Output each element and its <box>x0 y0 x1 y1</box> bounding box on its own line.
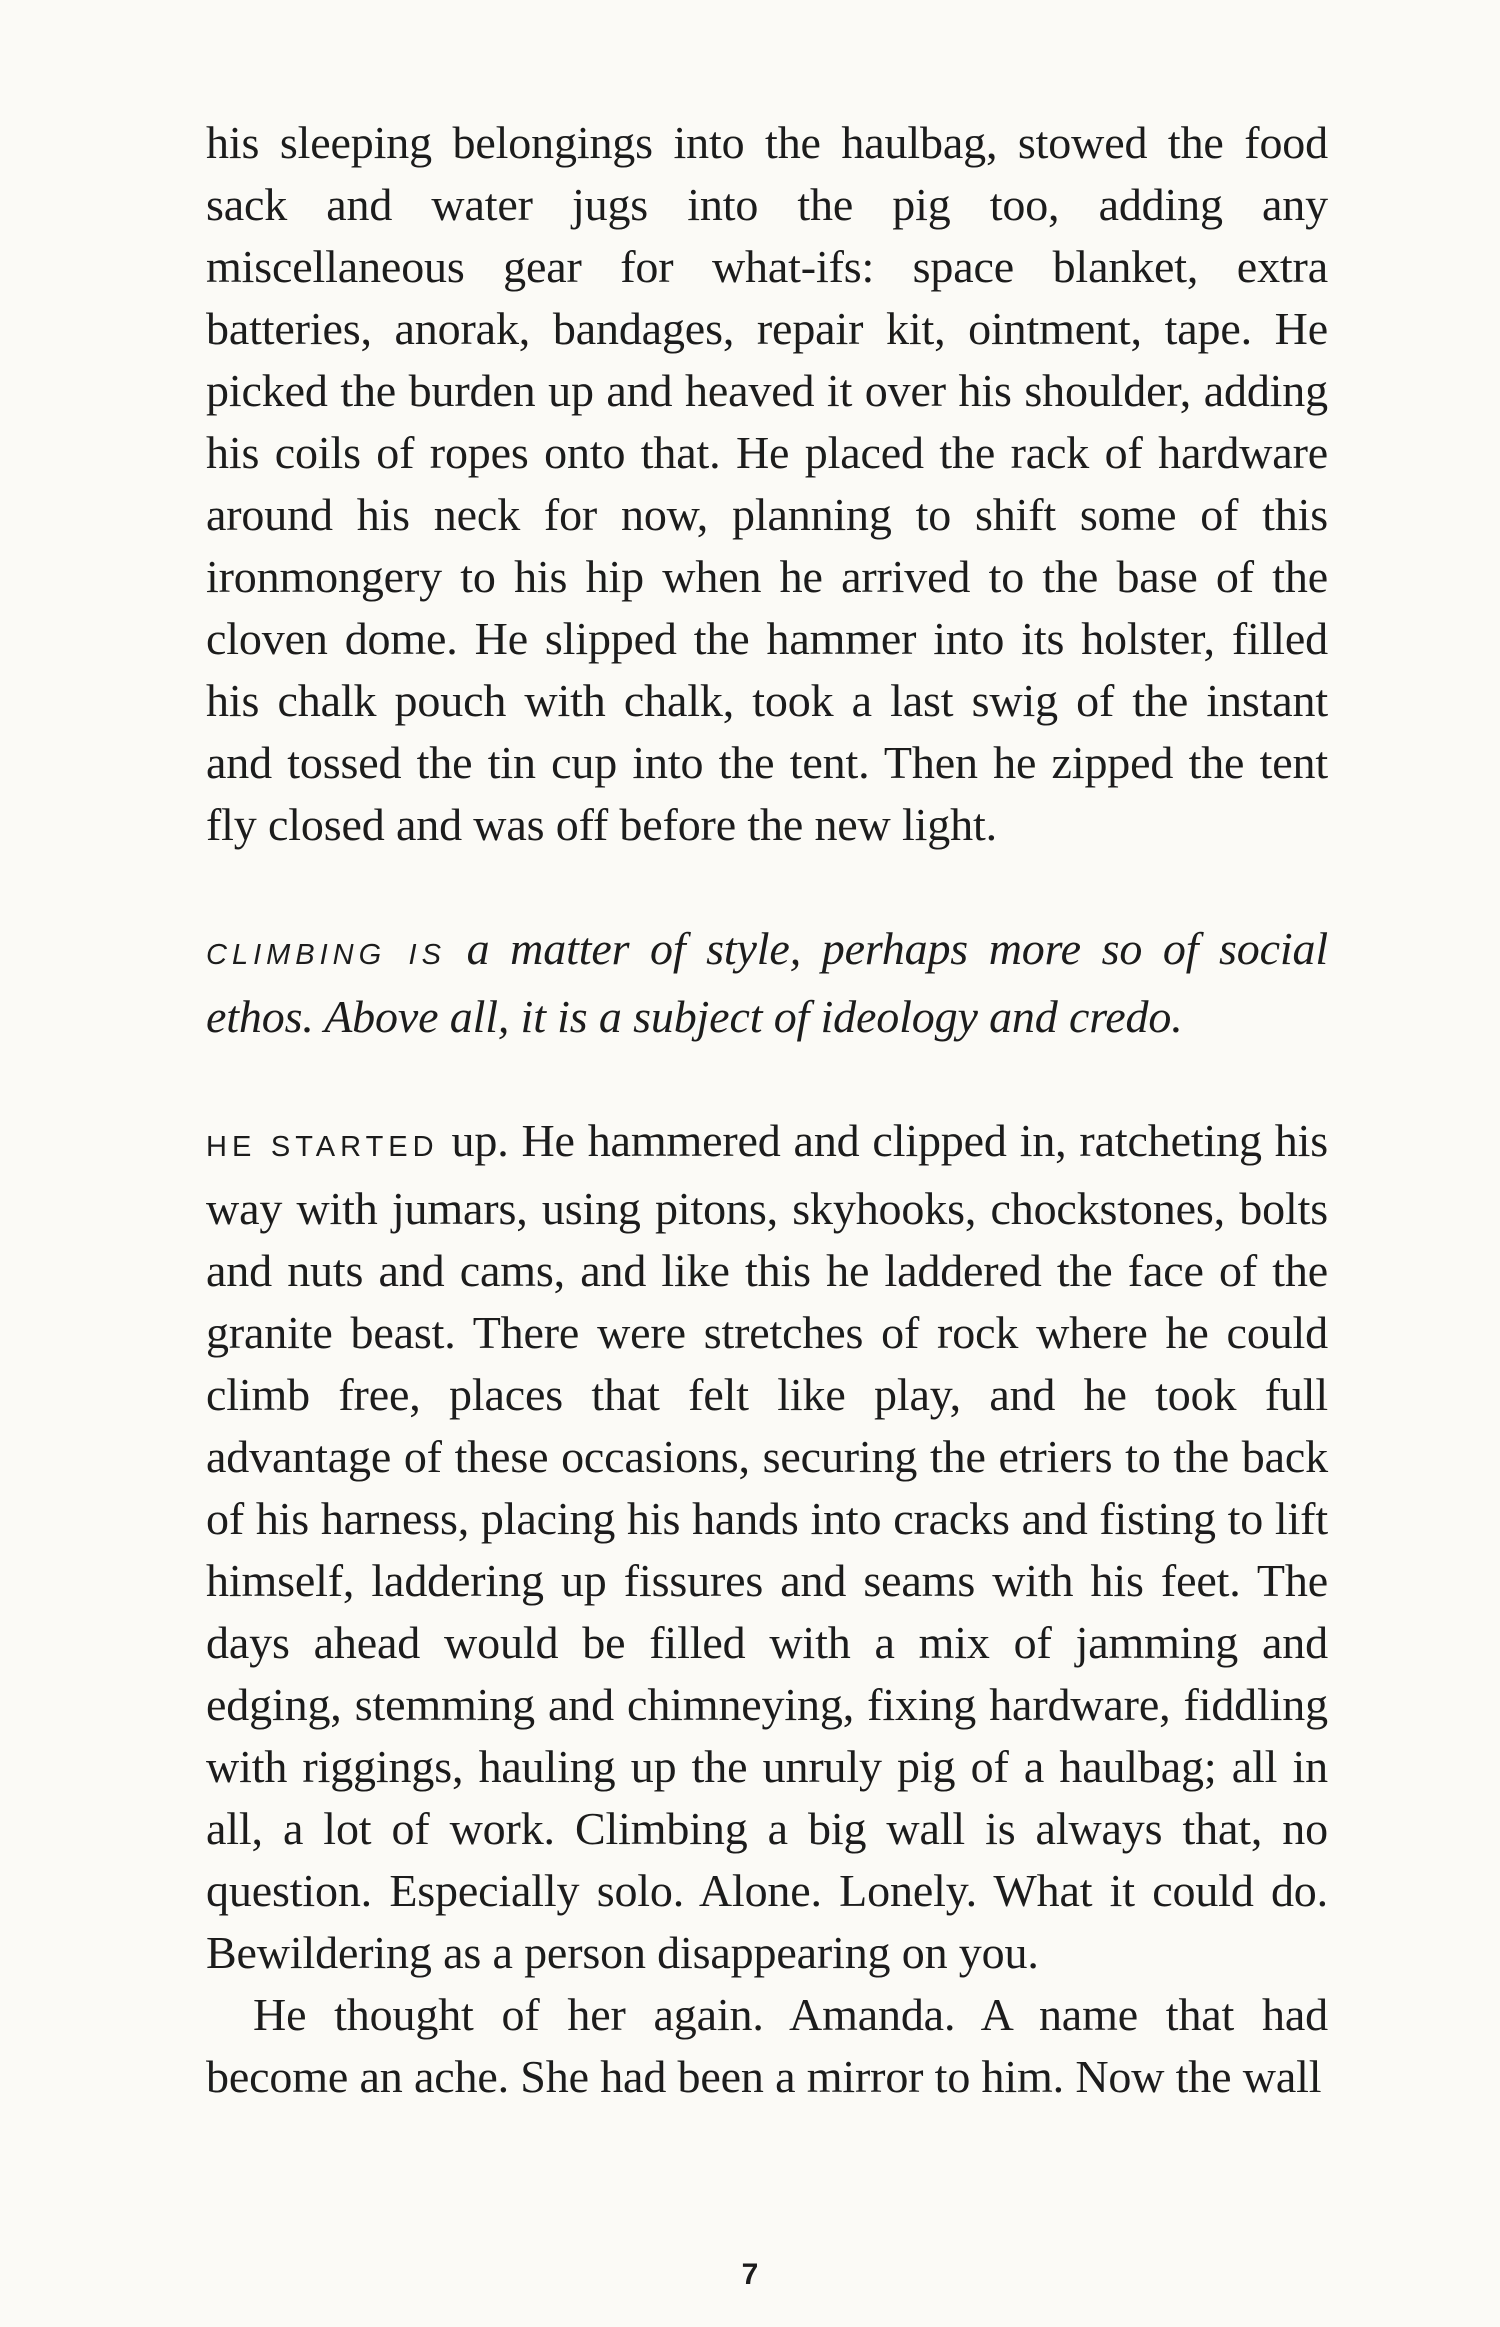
epigraph-runin: CLIMBING IS <box>206 939 446 971</box>
paragraph-1: his sleeping belongings into the haulbag, stowed the food sack and water jugs into the pig too, adding any miscellaneous gear for what-ifs: space blanket, extra batteries, anorak, bandages, repair kit, ointment, tape. He picked the burden up and heaved it over his shoulder, adding his coils of ropes onto that. He placed the rack of hardware around his neck for now, planning to shift some of this ironmongery to his hip when he arrived to the base of the cloven dome. He slipped the hammer into its holster, filled his chalk pouch with chalk, took a last swig of the instant and tossed the tin cup into the tent. Then he zipped the tent fly closed and was off before the new light. <box>206 117 1328 850</box>
epigraph-paragraph <box>206 918 1328 1048</box>
page-number: 7 <box>741 2258 759 2291</box>
section-paragraph <box>206 1110 1328 1984</box>
section-runin: HE STARTED <box>206 1131 439 1163</box>
paragraph-2: up. He hammered and clipped in, ratcheting his way with jumars, using pitons, skyhooks, chockstones, bolts and nuts and cams, and like this he laddered the face of the granite beast. There were stretches of rock where he could climb free, places that felt like play, and he took full advantage of these occasions, securing the etriers to the back of his harness, placing his hands into cracks and fisting to lift himself, laddering up fissures and seams with his feet. The days ahead would be filled with a mix of jamming and edging, stemming and chimneying, fixing hardware, fiddling with riggings, hauling up the unruly pig of a haulbag; all in all, a lot of work. Climbing a big wall is always that, no question. Especially solo. Alone. Lonely. What it could do. Bewildering as a person disappearing on you. <box>206 1115 1328 1978</box>
page-body <box>206 112 1328 2108</box>
paragraph-3: He thought of her again. Amanda. A name that had become an ache. She had been a mirror to him. Now the wall <box>206 1989 1328 2102</box>
epigraph-text: a matter of style, perhaps more so of social ethos. Above all, it is a subject of ideology and credo. <box>206 923 1328 1042</box>
